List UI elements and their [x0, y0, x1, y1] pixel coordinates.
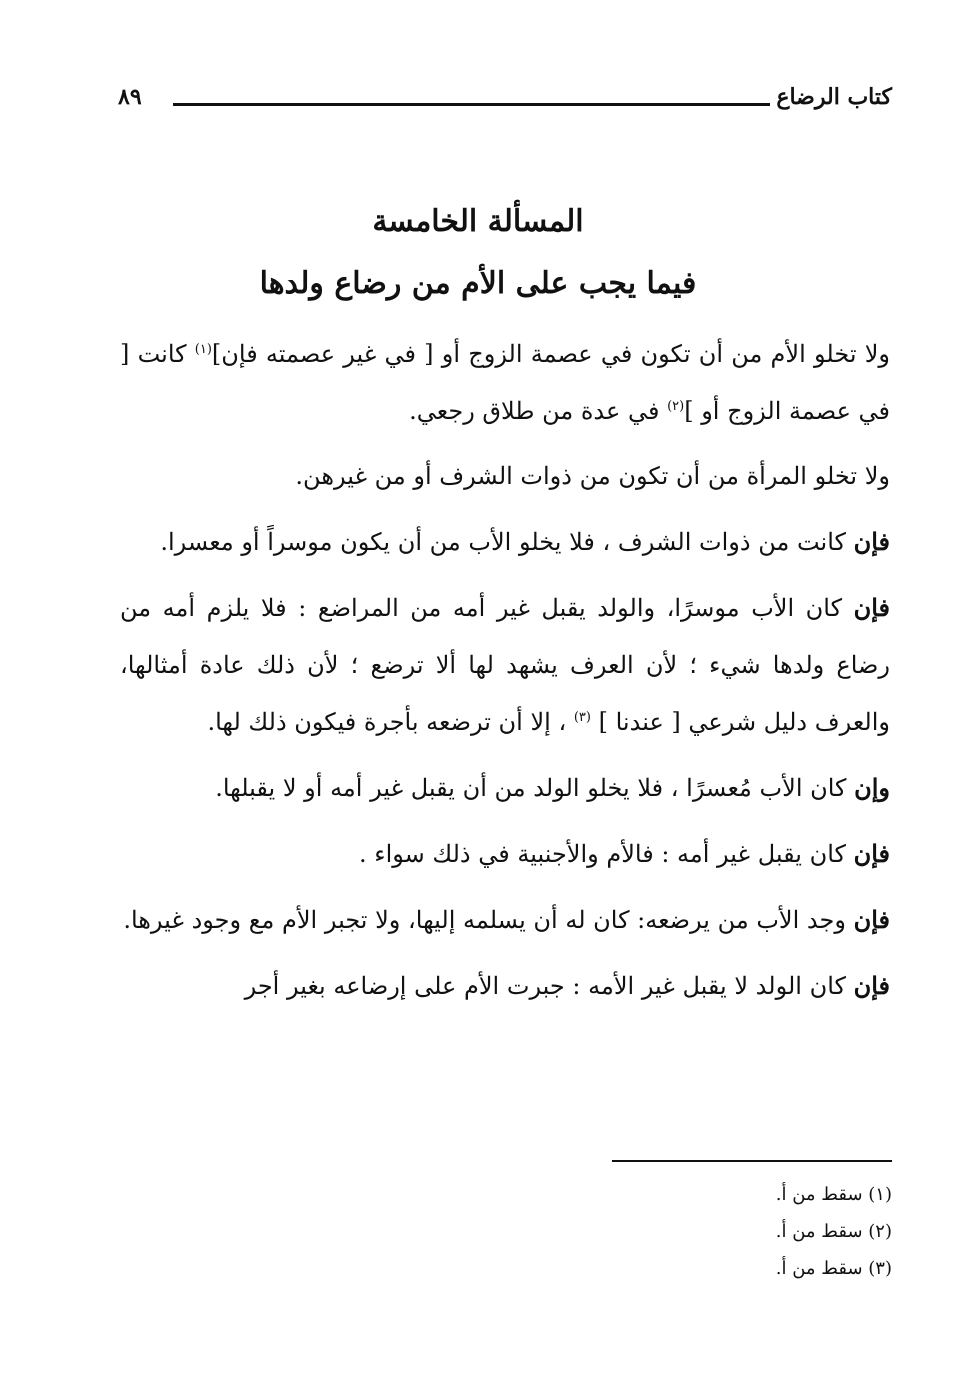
footnote: (١) سقط من أ. — [775, 1184, 892, 1205]
paragraph — [120, 825, 890, 883]
paragraph-text: ولا تخلو الأم من أن تكون في عصمة الزوج أو [ في غير عصمته فإن] — [211, 340, 890, 368]
page-number: ٨٩ — [118, 84, 142, 110]
paragraph — [120, 513, 890, 571]
paragraph-text: ، إلا أن ترضعه بأجرة فيكون ذلك لها. — [207, 708, 574, 736]
footnote-ref: (٢) — [667, 399, 685, 414]
paragraph-lead: فإن — [853, 839, 890, 868]
paragraph — [120, 891, 890, 949]
footnote-ref: (١) — [194, 342, 212, 357]
footnote: (٢) سقط من أ. — [775, 1221, 892, 1242]
paragraph-lead: فإن — [853, 527, 890, 556]
paragraph-text: كان يقبل غير أمه : فالأم والأجنبية في ذلك سواء . — [359, 840, 854, 868]
footnote-rule — [612, 1160, 892, 1162]
paragraph — [120, 579, 890, 751]
footnotes — [292, 1176, 892, 1287]
paragraph-lead: فإن — [853, 971, 890, 1000]
paragraph — [120, 448, 890, 505]
paragraph-text: كان الولد لا يقبل غير الأمه : جبرت الأم على إرضاعه بغير أجر — [244, 972, 854, 1000]
paragraph-lead: فإن — [853, 593, 891, 622]
paragraph-text: كان الأب مُعسرًا ، فلا يخلو الولد من أن يقبل غير أمه أو لا يقبلها. — [215, 774, 855, 802]
paragraph — [120, 759, 890, 817]
footnote: (٣) سقط من أ. — [775, 1258, 892, 1279]
paragraph-text: كانت [ في عصمة الزوج أو ] — [120, 340, 890, 425]
book-title: كتاب الرضاع — [776, 84, 892, 110]
paragraph — [120, 957, 890, 1015]
paragraph-text: ولا تخلو المرأة من أن تكون من ذوات الشرف أو من غيرهن. — [295, 462, 890, 490]
paragraph-text: كانت من ذوات الشرف ، فلا يخلو الأب من أن يكون موسراً أو معسرا. — [160, 528, 854, 556]
section-subtitle: فيما يجب على الأم من رضاع ولدها — [259, 266, 697, 301]
header-rule — [173, 103, 770, 106]
paragraph — [120, 326, 890, 440]
paragraph-lead: وإن — [854, 773, 890, 802]
paragraph-text: وجد الأب من يرضعه: كان له أن يسلمه إليها، ولا تجبر الأم مع وجود غيرها. — [123, 906, 854, 934]
section-title: المسألة الخامسة — [372, 204, 584, 239]
body-text — [120, 326, 890, 1015]
footnote-ref: (٣) — [573, 710, 591, 725]
running-header — [118, 84, 892, 124]
paragraph-text: كان الأب موسرًا، والولد يقبل غير أمه من المراضع : فلا يلزم أمه من رضاع ولدها شيء ؛ لأن العرف يشهد لها ألا ترضع ؛ لأن ذلك عادة أمثالها، والعرف دليل شرعي [ عندنا ] — [120, 594, 890, 736]
paragraph-lead: فإن — [853, 905, 890, 934]
paragraph-text: في عدة من طلاق رجعي. — [409, 397, 668, 425]
